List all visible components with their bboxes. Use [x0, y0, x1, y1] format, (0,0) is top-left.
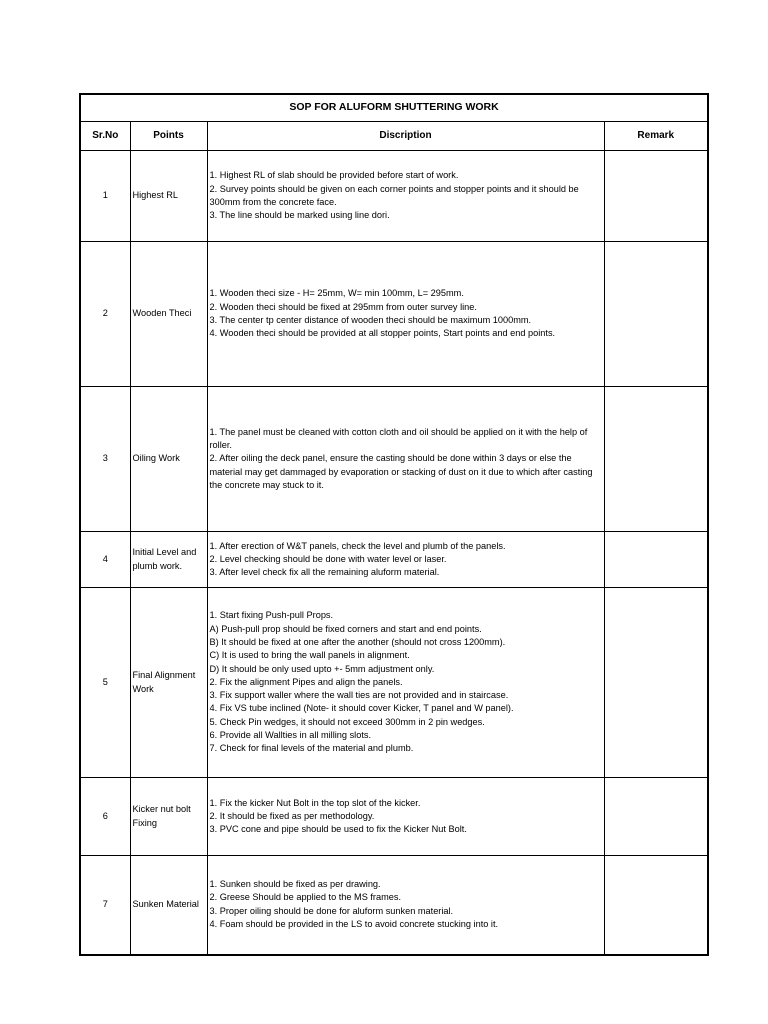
table-row [80, 387, 708, 532]
row-number: 6 [80, 778, 130, 856]
row-number: 4 [80, 532, 130, 588]
row-description [207, 387, 604, 532]
table-row [80, 778, 708, 856]
description-line: 2. Greese Should be applied to the MS frames. [209, 892, 402, 903]
description-line: D) It should be only used upto +- 5mm adjustment only. [209, 663, 435, 674]
row-point: Oiling Work [130, 387, 207, 532]
description-line: 2. It should be fixed as per methodology. [209, 810, 375, 821]
title-row [80, 94, 708, 122]
row-number: 1 [80, 151, 130, 242]
row-remark [604, 151, 708, 242]
document-title: SOP FOR ALUFORM SHUTTERING WORK [80, 94, 708, 122]
table-row [80, 151, 708, 242]
description-line: 2. Wooden theci should be fixed at 295mm from outer survey line. [209, 301, 477, 312]
description-line: 1. After erection of W&T panels, check the level and plumb of the panels. [209, 540, 506, 551]
row-remark [604, 242, 708, 387]
description-line: B) It should be fixed at one after the another (should not cross 1200mm). [209, 636, 506, 647]
description-line: 3. After level check fix all the remaining aluform material. [209, 567, 440, 578]
description-line: 1. Highest RL of slab should be provided before start of work. [209, 170, 459, 181]
description-line: C) It is used to bring the wall panels in alignment. [209, 650, 410, 661]
description-line: 1. Fix the kicker Nut Bolt in the top slot of the kicker. [209, 797, 421, 808]
description-line: 3. PVC cone and pipe should be used to fix the Kicker Nut Bolt. [209, 824, 467, 835]
row-description [207, 588, 604, 778]
row-description [207, 242, 604, 387]
description-line: 3. Proper oiling should be done for aluform sunken material. [209, 905, 454, 916]
row-remark [604, 387, 708, 532]
row-point: Initial Level and plumb work. [130, 532, 207, 588]
row-description [207, 856, 604, 955]
header-row [80, 122, 708, 151]
row-number: 5 [80, 588, 130, 778]
row-point: Wooden Theci [130, 242, 207, 387]
header-srno: Sr.No [80, 122, 130, 151]
description-line: 1. Start fixing Push-pull Props. [209, 610, 334, 621]
description-line: 7. Check for final levels of the material and plumb. [209, 743, 414, 754]
description-line: 2. Fix the alignment Pipes and align the panels. [209, 676, 403, 687]
row-description [207, 151, 604, 242]
row-remark [604, 778, 708, 856]
description-line: 5. Check Pin wedges, it should not exceed 300mm in 2 pin wedges. [209, 716, 485, 727]
description-line: 3. The line should be marked using line dori. [209, 210, 390, 221]
row-remark [604, 532, 708, 588]
description-line: 2. After oiling the deck panel, ensure the casting should be done within 3 days or else the material may get dammaged by evaporation or stacking of dust on it due to which after casting the concrete may stuck to it. [209, 453, 593, 490]
row-remark [604, 588, 708, 778]
sop-table [79, 93, 709, 956]
description-line: 2. Survey points should be given on each corner points and stopper points and it should be 300mm from the concrete face. [209, 183, 579, 207]
table-row [80, 856, 708, 955]
row-point: Final Alignment Work [130, 588, 207, 778]
row-description [207, 778, 604, 856]
table-row [80, 588, 708, 778]
row-point: Sunken Material [130, 856, 207, 955]
row-point: Highest RL [130, 151, 207, 242]
description-line: 3. The center tp center distance of wooden theci should be maximum 1000mm. [209, 315, 532, 325]
row-number: 2 [80, 242, 130, 387]
row-remark [604, 856, 708, 955]
row-number: 7 [80, 856, 130, 955]
description-line: 6. Provide all Wallties in all milling slots. [209, 730, 372, 741]
row-point: Kicker nut bolt Fixing [130, 778, 207, 856]
row-number: 3 [80, 387, 130, 532]
table-row [80, 242, 708, 387]
description-line: 4. Foam should be provided in the LS to avoid concrete stucking into it. [209, 919, 499, 930]
header-points: Points [130, 122, 207, 151]
description-line: 2. Level checking should be done with water level or laser. [209, 553, 447, 564]
description-line: 1. Sunken should be fixed as per drawing. [209, 879, 381, 890]
description-line: 3. Fix support waller where the wall ties are not provided and in staircase. [209, 690, 509, 701]
description-line: 1. Wooden theci size - H= 25mm, W= min 100mm, L= 295mm. [209, 288, 464, 299]
row-description [207, 532, 604, 588]
description-line: 4. Wooden theci should be provided at all stopper points, Start points and end points. [209, 328, 556, 339]
header-description: Discription [207, 122, 604, 151]
description-line: A) Push-pull prop should be fixed corners and start and end points. [209, 623, 482, 634]
description-line: 1. The panel must be cleaned with cotton cloth and oil should be applied on it with the help of roller. [209, 426, 588, 451]
table-row [80, 532, 708, 588]
header-remark: Remark [604, 122, 708, 151]
description-line: 4. Fix VS tube inclined (Note- it should cover Kicker, T panel and W panel). [209, 703, 514, 714]
